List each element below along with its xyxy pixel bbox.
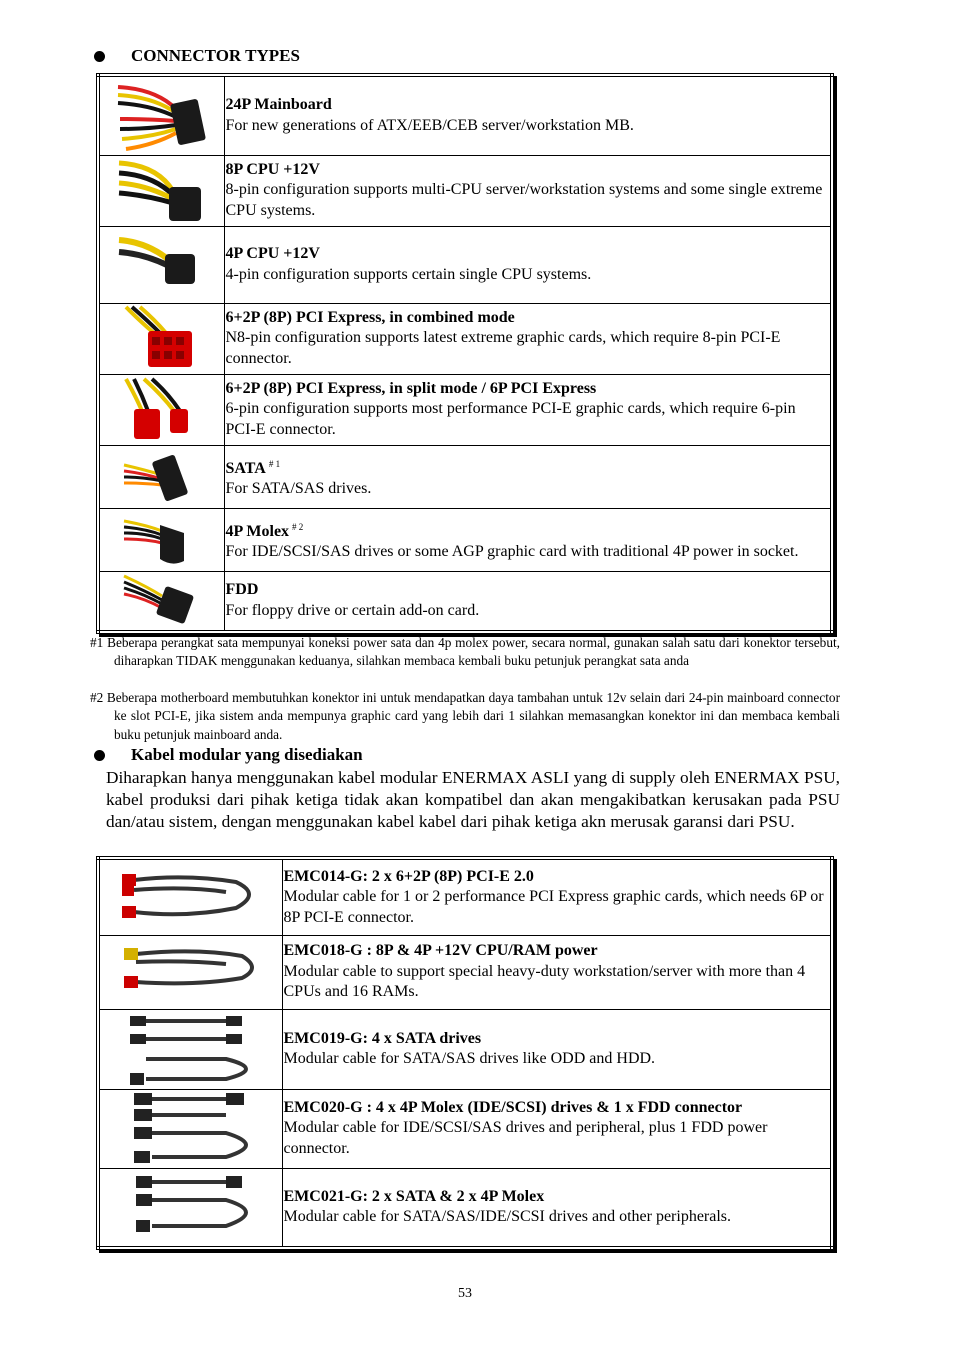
connector-title: FDD — [225, 581, 259, 599]
24p-mainboard-connector-icon — [116, 79, 208, 153]
cell-image — [98, 1089, 282, 1168]
connector-title — [226, 517, 825, 543]
connector-description: For IDE/SCSI/SAS drives or some AGP graphic card with traditional 4P power in socket. — [225, 543, 799, 560]
fdd-connector-icon — [122, 572, 202, 630]
section-title: Kabel modular yang disediakan — [131, 745, 363, 764]
cell-description — [282, 858, 832, 935]
emc014-cable-icon — [116, 866, 266, 928]
cable-description: Modular cable for IDE/SCSI/SAS drives and peripheral, plus 1 FDD power connector. — [283, 1119, 768, 1157]
cell-image — [98, 75, 224, 155]
cell-image — [98, 155, 224, 226]
section-heading-modular-cables — [92, 745, 363, 765]
cell-image — [98, 571, 224, 632]
cable-title: EMC014-G: 2 x 6+2P (8P) PCI-E 2.0 — [283, 867, 534, 885]
table-row — [98, 75, 832, 155]
table-row — [98, 508, 832, 571]
cable-title: EMC019-G: 4 x SATA drives — [283, 1029, 482, 1047]
emc021-cable-icon — [116, 1172, 266, 1242]
connector-description: 6-pin configuration supports most performance PCI-E graphic cards, which require 6-pin PCI-E connector. — [225, 400, 796, 438]
8p-cpu-connector-icon — [117, 157, 207, 225]
emc019-cable-icon — [116, 1013, 266, 1085]
cell-image — [98, 1168, 282, 1248]
cable-description: Modular cable to support special heavy-duty workstation/server with more than 4 CPUs and 16 RAMs. — [283, 962, 806, 1001]
cable-title: EMC021-G: 2 x SATA & 2 x 4P Molex — [283, 1187, 545, 1205]
footnote-1: #1 Beberapa perangkat sata mempunyai koneksi power sata dan 4p molex power, secara normal, gunakan salah satu dari konektor tersebut, diharapkan TIDAK menggunakan keduanya, silahkan membaca kembali buku petunjuk perangkat sata anda — [90, 635, 840, 669]
cell-description — [224, 508, 832, 571]
connector-description: For floppy drive or certain add-on card. — [225, 601, 480, 619]
pcie-split-connector-icon — [122, 377, 202, 443]
table-row — [98, 1009, 832, 1089]
connector-title: 4P CPU +12V — [225, 245, 320, 262]
footnote-ref: # 2 — [292, 521, 304, 532]
warning-paragraph: Diharapkan hanya menggunakan kabel modular ENERMAX ASLI yang di supply oleh ENERMAX PSU, kabel produksi dari pihak ketiga tidak akan kompatibel dan akan mengakibatkan kerusakan pada PSU dan/atau sistem, dengan menggunakan kabel kabel dari pihak ketiga akn merusak garansi dari PSU. — [106, 768, 840, 831]
section-title: CONNECTOR TYPES — [131, 46, 300, 65]
cell-description — [282, 1089, 832, 1168]
cable-description: Modular cable for SATA/SAS drives like ODD and HDD. — [283, 1050, 656, 1067]
emc018-cable-icon — [116, 942, 266, 1002]
cable-description: Modular cable for 1 or 2 performance PCI Express graphic cards, which needs 6P or 8P PCI-E connector. — [283, 888, 824, 926]
table-row — [98, 155, 832, 226]
cell-image — [98, 1009, 282, 1089]
cable-title: EMC020-G : 4 x 4P Molex (IDE/SCSI) drives & 1 x FDD connector — [283, 1098, 743, 1116]
table-row — [98, 935, 832, 1009]
section-heading-connector-types — [92, 46, 300, 66]
cell-description — [282, 1009, 832, 1089]
modular-cables-table — [96, 856, 834, 1250]
table-row — [98, 374, 832, 445]
cell-description — [224, 374, 832, 445]
emc020-cable-icon — [116, 1093, 266, 1165]
connector-title-text: 4P Molex — [225, 522, 290, 540]
cell-image — [98, 858, 282, 935]
bullet-icon — [94, 750, 105, 761]
cell-image — [98, 445, 224, 508]
connector-types-table — [96, 73, 834, 634]
cell-image — [98, 508, 224, 571]
connector-title-text: SATA — [225, 459, 266, 477]
connector-description: For SATA/SAS drives. — [225, 480, 372, 497]
cell-description — [282, 1168, 832, 1248]
connector-description: N8-pin configuration supports latest extreme graphic cards, which require 8-pin PCI-E connector. — [225, 329, 781, 367]
cable-title: EMC018-G : 8P & 4P +12V CPU/RAM power — [283, 942, 598, 960]
footnote-2: #2 Beberapa motherboard membutuhkan konektor ini untuk mendapatkan daya tambahan untuk 12v selain dari 24-pin mainboard connector ke slot PCI-E, jika sistem anda mempunya graphic card yang lebih dari 1 silahkan memasangkan konektor ini dan membaca kembali buku petunjuk mainboard anda. — [90, 690, 840, 742]
table-row — [98, 858, 832, 935]
table-row — [98, 445, 832, 508]
cell-image — [98, 303, 224, 374]
table-row — [98, 303, 832, 374]
cell-image — [98, 935, 282, 1009]
table-row — [98, 571, 832, 632]
connector-title: 8P CPU +12V — [225, 160, 320, 178]
footnote-ref: # 1 — [268, 458, 281, 469]
table-row — [98, 1089, 832, 1168]
cell-description — [224, 155, 832, 226]
cell-image — [98, 226, 224, 303]
connector-description: For new generations of ATX/EEB/CEB server/workstation MB. — [225, 116, 634, 134]
connector-description: 4-pin configuration supports certain single CPU systems. — [225, 265, 592, 283]
cable-description: Modular cable for SATA/SAS/IDE/SCSI drives and other peripherals. — [283, 1208, 732, 1226]
table-row — [98, 226, 832, 303]
connector-description: 8-pin configuration supports multi-CPU server/workstation systems and some single extreme CPU systems. — [225, 181, 823, 219]
cell-description — [224, 75, 832, 155]
connector-title: 24P Mainboard — [225, 96, 332, 114]
cell-description — [224, 226, 832, 303]
bullet-icon — [94, 51, 105, 62]
connector-title — [226, 454, 825, 480]
cell-description — [224, 445, 832, 508]
4p-cpu-connector-icon — [117, 230, 207, 300]
molex-connector-icon — [122, 511, 202, 569]
cell-description — [282, 935, 832, 1009]
page-number: 53 — [458, 1286, 472, 1301]
cell-description — [224, 571, 832, 632]
connector-title: 6+2P (8P) PCI Express, in split mode / 6P PCI Express — [225, 379, 597, 397]
sata-connector-icon — [122, 449, 202, 505]
connector-title: 6+2P (8P) PCI Express, in combined mode — [225, 308, 515, 326]
table-row — [98, 1168, 832, 1248]
pcie-combined-connector-icon — [122, 305, 202, 373]
cell-description — [224, 303, 832, 374]
cell-image — [98, 374, 224, 445]
